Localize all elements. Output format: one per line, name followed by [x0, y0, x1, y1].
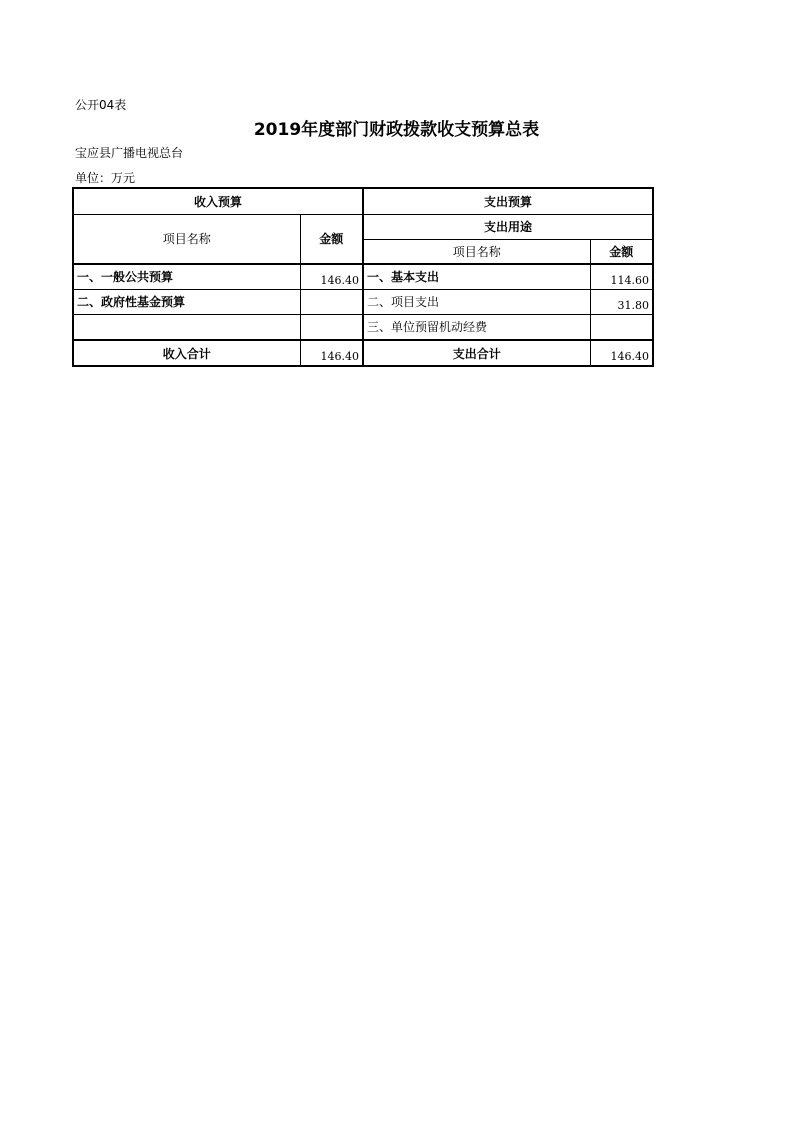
expense-amount-header: 金额 [590, 239, 653, 264]
income-item: 二、政府性基金预算 [73, 289, 300, 314]
expense-amount: 114.60 [590, 264, 653, 289]
income-item [73, 314, 300, 340]
income-amount [300, 289, 363, 314]
table-row [73, 314, 653, 340]
budget-summary-table [72, 187, 654, 367]
income-total-label: 收入合计 [73, 340, 300, 366]
expense-use-header: 支出用途 [363, 214, 653, 239]
income-item-name-header: 项目名称 [73, 214, 300, 264]
table-subheader-row [73, 214, 653, 239]
income-total-amount: 146.40 [300, 340, 363, 366]
table-row [73, 264, 653, 289]
expense-item: 一、基本支出 [363, 264, 590, 289]
expense-item: 二、项目支出 [363, 289, 590, 314]
expense-budget-header: 支出预算 [363, 188, 653, 214]
unit-label: 单位：万元 [75, 171, 136, 185]
income-item: 一、一般公共预算 [73, 264, 300, 289]
expense-item: 三、单位预留机动经费 [363, 314, 590, 340]
form-code: 公开04表 [75, 98, 127, 112]
organization-name: 宝应县广播电视总台 [75, 146, 184, 160]
expense-amount [590, 314, 653, 340]
income-budget-header: 收入预算 [73, 188, 363, 214]
table-total-row [73, 340, 653, 366]
table-header-row [73, 188, 653, 214]
income-amount-header: 金额 [300, 214, 363, 264]
expense-total-amount: 146.40 [590, 340, 653, 366]
expense-total-label: 支出合计 [363, 340, 590, 366]
table-row [73, 289, 653, 314]
income-amount [300, 314, 363, 340]
page-title: 2019年度部门财政拨款收支预算总表 [253, 120, 540, 140]
expense-amount: 31.80 [590, 289, 653, 314]
income-amount: 146.40 [300, 264, 363, 289]
expense-item-name-header: 项目名称 [363, 239, 590, 264]
